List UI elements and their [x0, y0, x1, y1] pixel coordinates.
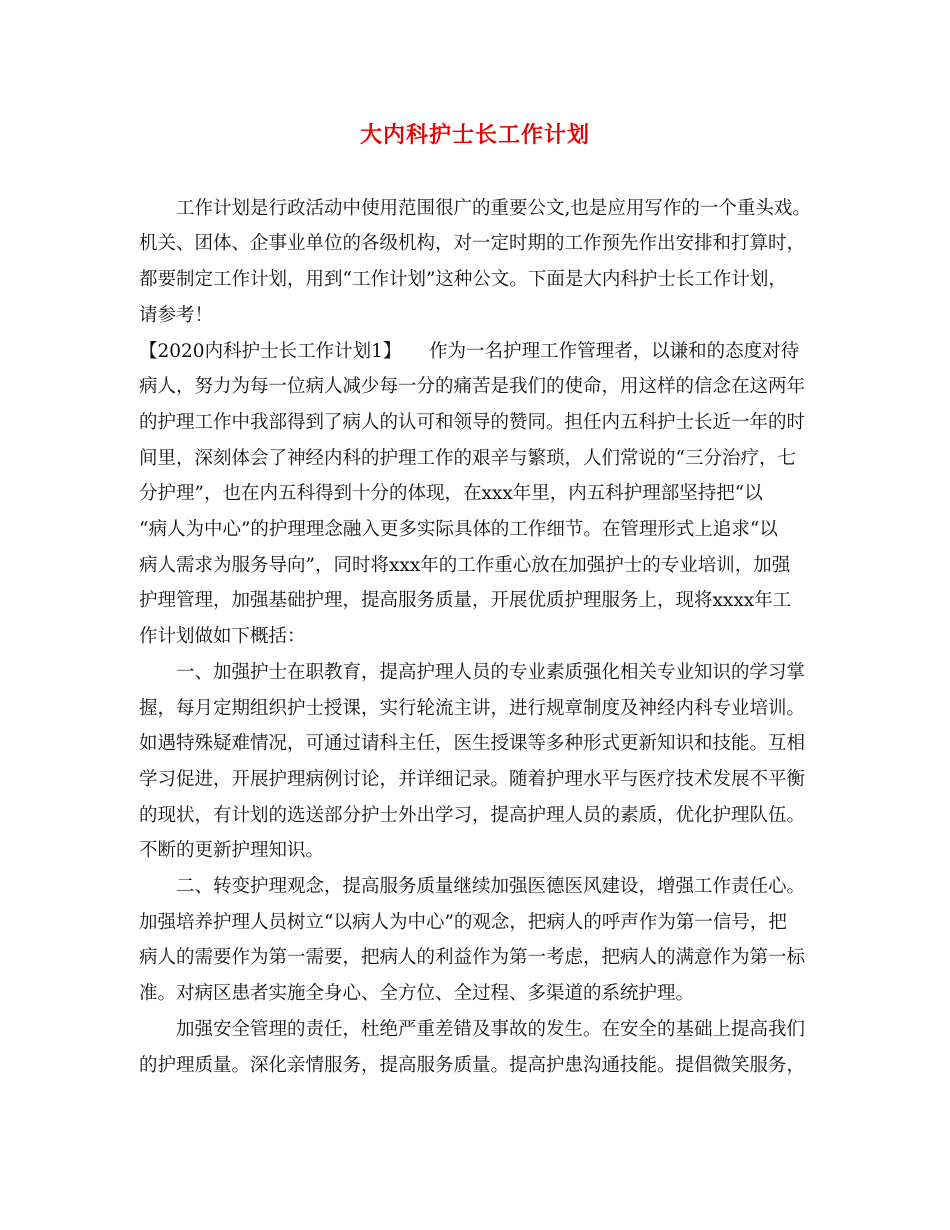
paragraph-line: 病人，努力为每一位病人减少每一分的痛苦是我们的使命，用这样的信念在这两年 — [139, 376, 806, 397]
paragraph-line: 如遇特殊疑难情况，可通过请科主任，医生授课等多种形式更新知识和技能。互相 — [139, 733, 806, 754]
paragraph-line: 作计划做如下概括： — [139, 626, 306, 647]
paragraph-line: 都要制定工作计划，用到“工作计划”这种公文。下面是大内科护士长工作计划， — [139, 269, 787, 290]
paragraph-line: 的现状，有计划的选送部分护士外出学习，提高护理人员的素质，优化护理队伍。 — [139, 805, 806, 826]
paragraph-line: 握，每月定期组织护士授课，实行轮流主讲，进行规章制度及神经内科专业培训。 — [139, 698, 806, 719]
paragraph-line: 分护理”，也在内五科得到十分的体现，在xxx年里，内五科护理部坚持把“以 — [139, 483, 763, 504]
paragraph-line: 机关、团体、企事业单位的各级机构，对一定时期的工作预先作出安排和打算时， — [139, 233, 806, 254]
paragraph-line: 的护理质量。深化亲情服务，提高服务质量。提高护患沟通技能。提倡微笑服务， — [139, 1055, 806, 1076]
paragraph-line: 不断的更新护理知识。 — [139, 840, 325, 861]
paragraph-line: 病人的需要作为第一需要，把病人的利益作为第一考虑，把病人的满意作为第一标 — [139, 947, 806, 968]
paragraph-line: 护理管理，加强基础护理，提高服务质量，开展优质护理服务上，现将xxxx年工 — [139, 590, 792, 611]
paragraph-line: 病人需求为服务导向”，同时将xxx年的工作重心放在加强护士的专业培训，加强 — [139, 555, 791, 576]
paragraph-line: 加强安全管理的责任，杜绝严重差错及事故的发生。在安全的基础上提高我们 — [176, 1019, 806, 1040]
paragraph-line: 准。对病区患者实施全身心、全方位、全过程、多渠道的系统护理。 — [139, 983, 695, 1004]
paragraph-line: 学习促进，开展护理病例讨论，并详细记录。随着护理水平与医疗技术发展不平衡 — [139, 769, 806, 790]
paragraph-line: 工作计划是行政活动中使用范围很广的重要公文,也是应用写作的一个重头戏。 — [176, 198, 811, 219]
paragraph-line: 请参考！ — [139, 305, 214, 326]
paragraph-line: 【2020内科护士长工作计划1】 作为一名护理工作管理者，以谦和的态度对待 — [139, 341, 800, 362]
paragraph-line: 一、加强护士在职教育，提高护理人员的专业素质强化相关专业知识的学习掌 — [176, 662, 806, 683]
paragraph-line: 加强培养护理人员树立“以病人为中心”的观念，把病人的呼声作为第一信号，把 — [139, 912, 787, 933]
paragraph-line: 间里，深刻体会了神经内科的护理工作的艰辛与繁琐，人们常说的“三分治疗，七 — [139, 448, 796, 469]
paragraph-line: 的护理工作中我部得到了病人的认可和领导的赞同。担任内五科护士长近一年的时 — [139, 412, 806, 433]
document-title: 大内科护士长工作计划 — [359, 122, 590, 148]
paragraph-line: “病人为中心”的护理理念融入更多实际具体的工作细节。在管理形式上追求“以 — [139, 519, 778, 540]
paragraph-line: 二、转变护理观念，提高服务质量继续加强医德医风建设，增强工作责任心。 — [176, 876, 806, 897]
